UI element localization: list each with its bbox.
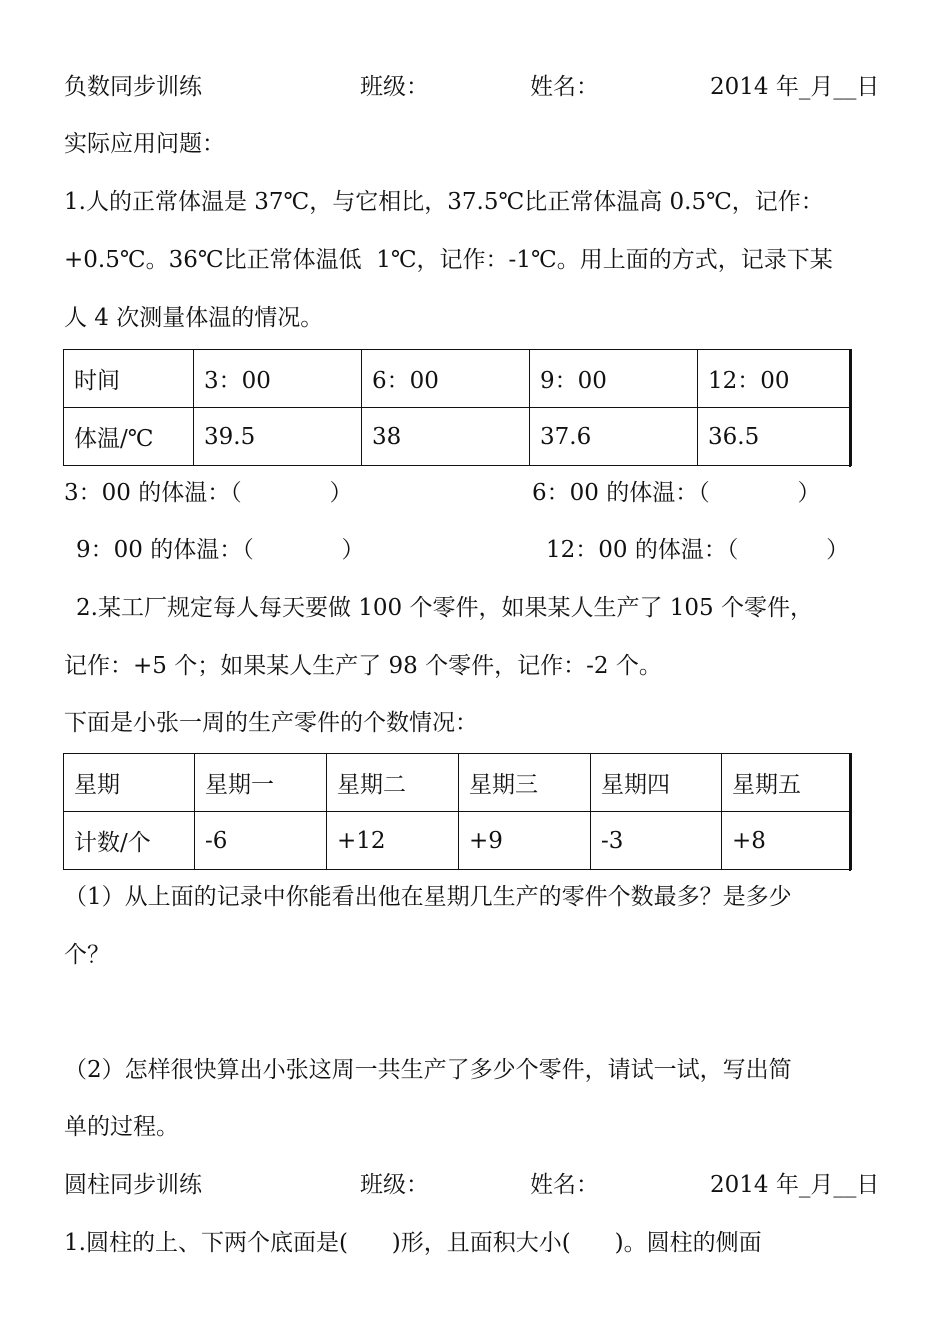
table-cell: +9	[459, 812, 591, 870]
table-cell: 计数/个	[64, 812, 195, 870]
table-border-line	[849, 753, 851, 871]
blank-9-00: 9：00 的体温：（ ）	[76, 537, 365, 563]
date-field: 2014 年_月__日	[710, 74, 880, 100]
q3-text-line1: 1.圆柱的上、下两个底面是( )形，且面积大小( )。圆柱的侧面	[64, 1230, 762, 1256]
name-label: 姓名：	[530, 74, 599, 100]
table-row	[64, 812, 852, 870]
q1-text-line3: 人 4 次测量体温的情况。	[64, 305, 324, 331]
table-cell: +8	[722, 812, 852, 870]
table-row	[64, 408, 852, 466]
class-label-2: 班级：	[360, 1172, 429, 1198]
table-cell: 12：00	[698, 350, 852, 408]
table-cell: 时间	[64, 350, 194, 408]
date-field-2: 2014 年_月__日	[710, 1172, 880, 1198]
class-label: 班级：	[360, 74, 429, 100]
worksheet-title-2: 圆柱同步训练	[64, 1172, 202, 1198]
table-cell: 39.5	[194, 408, 362, 466]
q1-text-line1: 1.人的正常体温是 37℃，与它相比，37.5℃比正常体温高 0.5℃，记作：	[64, 189, 824, 215]
table-cell: 星期三	[459, 754, 591, 812]
table-cell: 38	[362, 408, 530, 466]
table-cell: 37.6	[530, 408, 698, 466]
q2-text-line1: 2.某工厂规定每人每天要做 100 个零件，如果某人生产了 105 个零件，	[76, 595, 813, 621]
table-cell: 3：00	[194, 350, 362, 408]
table-cell: 星期五	[722, 754, 852, 812]
table-cell: 9：00	[530, 350, 698, 408]
table-cell: 体温/℃	[64, 408, 194, 466]
section-heading: 实际应用问题：	[64, 131, 225, 157]
q2-sub1-line1: （1）从上面的记录中你能看出他在星期几生产的零件个数最多？是多少	[64, 884, 792, 910]
table-cell: 星期一	[195, 754, 327, 812]
table-row	[64, 754, 852, 812]
table-cell: -3	[591, 812, 722, 870]
table-cell: 36.5	[698, 408, 852, 466]
name-label-2: 姓名：	[530, 1172, 599, 1198]
q2-sub1-line2: 个？	[64, 942, 110, 968]
blank-3-00: 3：00 的体温：（ ）	[64, 480, 353, 506]
blank-12-00: 12：00 的体温：（ ）	[546, 537, 850, 563]
table-row	[64, 350, 852, 408]
temperature-table	[63, 349, 852, 466]
q2-sub2-line2: 单的过程。	[64, 1114, 179, 1140]
table-cell: +12	[327, 812, 459, 870]
worksheet-title: 负数同步训练	[64, 74, 202, 100]
table-border-line	[849, 349, 851, 467]
q2-text-line3: 下面是小张一周的生产零件的个数情况：	[64, 710, 478, 736]
table-cell: 星期	[64, 754, 195, 812]
table-cell: 6：00	[362, 350, 530, 408]
q2-sub2-line1: （2）怎样很快算出小张这周一共生产了多少个零件，请试一试，写出简	[64, 1057, 792, 1083]
table-cell: -6	[195, 812, 327, 870]
table-cell: 星期二	[327, 754, 459, 812]
q1-text-line2: +0.5℃。36℃比正常体温低 1℃，记作：-1℃。用上面的方式，记录下某	[64, 247, 833, 273]
blank-6-00: 6：00 的体温：（ ）	[532, 480, 821, 506]
table-cell: 星期四	[591, 754, 722, 812]
production-table	[63, 753, 852, 870]
q2-text-line2: 记作：+5 个；如果某人生产了 98 个零件，记作：-2 个。	[64, 653, 662, 679]
